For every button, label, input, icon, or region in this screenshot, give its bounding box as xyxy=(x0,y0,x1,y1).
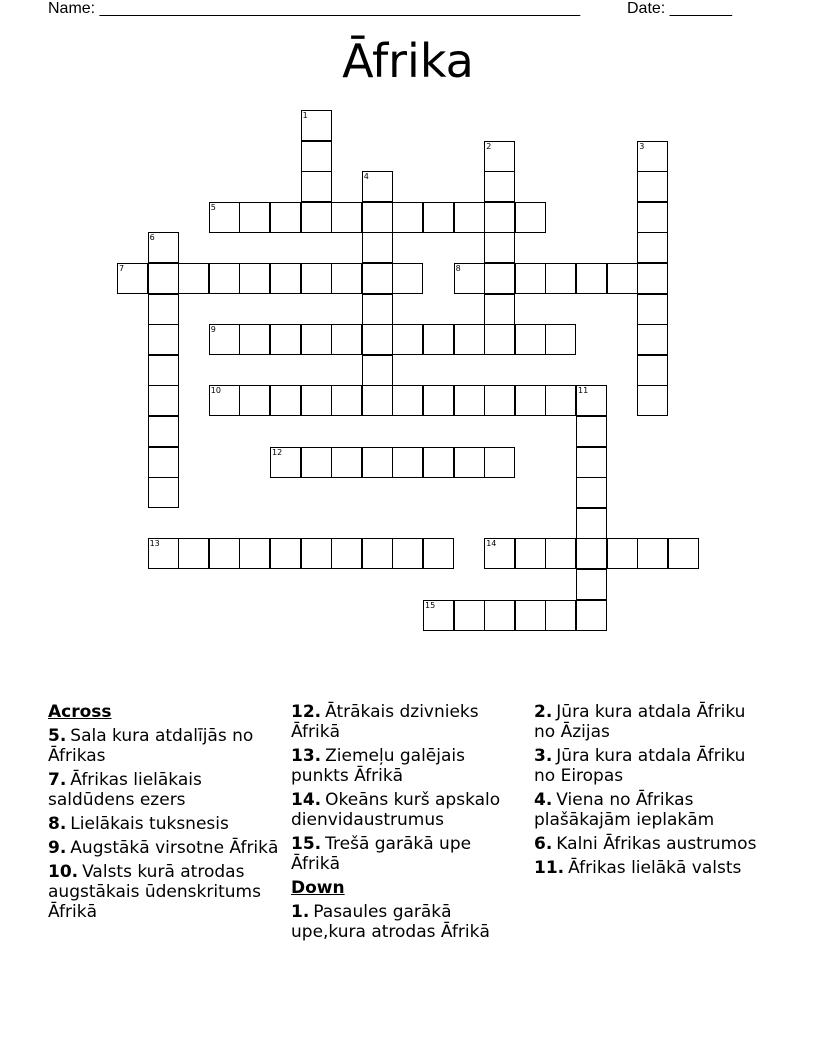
grid-cell[interactable] xyxy=(515,538,546,569)
grid-cell[interactable] xyxy=(209,324,240,355)
grid-cell[interactable] xyxy=(637,324,668,355)
grid-cell[interactable] xyxy=(668,538,699,569)
grid-cell[interactable] xyxy=(239,202,270,233)
grid-cell[interactable] xyxy=(515,202,546,233)
grid-cell[interactable] xyxy=(117,263,148,294)
clue-text: Ziemeļu galējais punkts Āfrikā xyxy=(291,746,465,786)
across-clue-list xyxy=(291,702,523,874)
grid-cell[interactable] xyxy=(484,141,515,172)
grid-cell[interactable] xyxy=(362,447,393,478)
grid-cell[interactable] xyxy=(515,385,546,416)
cell-number: 5 xyxy=(210,202,216,212)
grid-cell[interactable] xyxy=(454,324,485,355)
clue-item xyxy=(291,902,523,942)
grid-cell[interactable] xyxy=(576,416,607,447)
clue-number: 7. xyxy=(48,770,67,790)
grid-cell[interactable] xyxy=(637,355,668,386)
grid-cell[interactable] xyxy=(545,324,576,355)
grid-cell[interactable] xyxy=(454,447,485,478)
cell-number: 4 xyxy=(363,172,369,182)
grid-cell[interactable] xyxy=(148,263,179,294)
grid-cell[interactable] xyxy=(148,477,179,508)
clue-item xyxy=(291,834,523,874)
clue-item xyxy=(534,834,766,854)
grid-cell[interactable] xyxy=(484,171,515,202)
clue-text: Sala kura atdalījās no Āfrikas xyxy=(48,726,254,766)
grid-cell[interactable] xyxy=(301,263,332,294)
grid-cell[interactable] xyxy=(637,171,668,202)
grid-cell[interactable] xyxy=(148,355,179,386)
cell-number: 10 xyxy=(210,386,221,396)
clue-text: Lielākais tuksnesis xyxy=(70,814,229,834)
grid-cell[interactable] xyxy=(607,538,638,569)
clue-text: Jūra kura atdala Āfriku no Eiropas xyxy=(534,746,746,786)
grid-cell[interactable] xyxy=(637,202,668,233)
clue-text: Ātrākais dzivnieks Āfrikā xyxy=(291,702,479,742)
grid-cell[interactable] xyxy=(209,385,240,416)
grid-cell[interactable] xyxy=(148,538,179,569)
grid-cell[interactable] xyxy=(545,385,576,416)
clue-item xyxy=(534,746,766,786)
clue-text: Āfrikas lielākā valsts xyxy=(568,858,742,878)
cell-number: 11 xyxy=(578,386,589,396)
clue-item xyxy=(291,746,523,786)
grid-cell[interactable] xyxy=(239,324,270,355)
grid-cell[interactable] xyxy=(637,385,668,416)
grid-cell[interactable] xyxy=(270,202,301,233)
clue-item xyxy=(534,790,766,830)
grid-cell[interactable] xyxy=(392,324,423,355)
grid-cell[interactable] xyxy=(454,600,485,631)
clue-number: 6. xyxy=(534,834,553,854)
grid-cell[interactable] xyxy=(637,232,668,263)
clue-item xyxy=(534,702,766,742)
grid-cell[interactable] xyxy=(301,171,332,202)
grid-cell[interactable] xyxy=(148,324,179,355)
down-heading: Down xyxy=(291,878,345,898)
grid-cell[interactable] xyxy=(392,447,423,478)
grid-cell[interactable] xyxy=(362,294,393,325)
cell-number: 12 xyxy=(272,447,283,457)
across-clue-list xyxy=(48,726,280,922)
clue-text: Pasaules garākā upe,kura atrodas Āfrikā xyxy=(291,902,490,942)
clue-number: 13. xyxy=(291,746,322,766)
grid-cell[interactable] xyxy=(454,385,485,416)
clue-number: 10. xyxy=(48,862,79,882)
grid-cell[interactable] xyxy=(301,324,332,355)
grid-cell[interactable] xyxy=(178,538,209,569)
grid-cell[interactable] xyxy=(331,385,362,416)
grid-cell[interactable] xyxy=(392,202,423,233)
clue-text: Āfrikas lielākais saldūdens ezers xyxy=(48,770,202,810)
grid-cell[interactable] xyxy=(148,447,179,478)
grid-cell[interactable] xyxy=(484,202,515,233)
clue-number: 9. xyxy=(48,838,67,858)
grid-cell[interactable] xyxy=(454,202,485,233)
grid-cell[interactable] xyxy=(362,263,393,294)
grid-cell[interactable] xyxy=(484,324,515,355)
grid-cell[interactable] xyxy=(484,294,515,325)
grid-cell[interactable] xyxy=(576,385,607,416)
grid-cell[interactable] xyxy=(301,141,332,172)
grid-cell[interactable] xyxy=(484,538,515,569)
grid-cell[interactable] xyxy=(270,324,301,355)
grid-cell[interactable] xyxy=(637,294,668,325)
clue-number: 5. xyxy=(48,726,67,746)
page-title: Āfrika xyxy=(342,34,474,88)
grid-cell[interactable] xyxy=(301,110,332,141)
clue-item xyxy=(48,862,280,922)
grid-cell[interactable] xyxy=(178,263,209,294)
grid-cell[interactable] xyxy=(423,202,454,233)
clues-column-1 xyxy=(48,702,280,926)
grid-cell[interactable] xyxy=(423,447,454,478)
grid-cell[interactable] xyxy=(148,416,179,447)
grid-cell[interactable] xyxy=(148,385,179,416)
clue-number: 14. xyxy=(291,790,322,810)
cell-number: 14 xyxy=(486,539,497,549)
grid-cell[interactable] xyxy=(209,263,240,294)
grid-cell[interactable] xyxy=(515,324,546,355)
grid-cell[interactable] xyxy=(270,447,301,478)
grid-cell[interactable] xyxy=(637,538,668,569)
grid-cell[interactable] xyxy=(331,538,362,569)
grid-cell[interactable] xyxy=(423,538,454,569)
clue-item xyxy=(48,838,280,858)
grid-cell[interactable] xyxy=(515,263,546,294)
grid-cell[interactable] xyxy=(331,263,362,294)
grid-cell[interactable] xyxy=(209,538,240,569)
grid-cell[interactable] xyxy=(484,447,515,478)
grid-cell[interactable] xyxy=(331,202,362,233)
date-field-label: Date: _______ xyxy=(627,0,732,17)
grid-cell[interactable] xyxy=(484,263,515,294)
clue-item xyxy=(48,770,280,810)
name-field-label: Name: ______________________________________________________ xyxy=(48,0,581,17)
cell-number: 6 xyxy=(149,233,155,243)
grid-cell[interactable] xyxy=(392,263,423,294)
cell-number: 9 xyxy=(210,325,216,335)
grid-cell[interactable] xyxy=(423,385,454,416)
down-clue-list xyxy=(534,702,766,878)
clue-text: Okeāns kurš apskalo dienvidaustrumus xyxy=(291,790,501,830)
grid-cell[interactable] xyxy=(637,263,668,294)
grid-cell[interactable] xyxy=(209,202,240,233)
grid-cell[interactable] xyxy=(301,202,332,233)
clue-number: 4. xyxy=(534,790,553,810)
clue-item xyxy=(534,858,766,878)
grid-cell[interactable] xyxy=(484,385,515,416)
grid-cell[interactable] xyxy=(301,385,332,416)
clue-item xyxy=(291,702,523,742)
grid-cell[interactable] xyxy=(545,600,576,631)
down-clue-list xyxy=(291,902,523,942)
clue-number: 12. xyxy=(291,702,322,722)
grid-cell[interactable] xyxy=(301,447,332,478)
grid-cell[interactable] xyxy=(239,385,270,416)
grid-cell[interactable] xyxy=(576,447,607,478)
grid-cell[interactable] xyxy=(331,447,362,478)
grid-cell[interactable] xyxy=(331,324,362,355)
clues-column-3 xyxy=(534,702,766,882)
clue-number: 8. xyxy=(48,814,67,834)
grid-cell[interactable] xyxy=(576,477,607,508)
grid-cell[interactable] xyxy=(484,232,515,263)
grid-cell[interactable] xyxy=(515,600,546,631)
clues-column-2 xyxy=(291,702,523,946)
grid-cell[interactable] xyxy=(576,600,607,631)
grid-cell[interactable] xyxy=(576,508,607,539)
clue-text: Kalni Āfrikas austrumos xyxy=(556,834,757,854)
grid-cell[interactable] xyxy=(362,171,393,202)
grid-cell[interactable] xyxy=(576,569,607,600)
cell-number: 3 xyxy=(639,141,645,151)
grid-cell[interactable] xyxy=(423,600,454,631)
grid-cell[interactable] xyxy=(301,538,332,569)
grid-cell[interactable] xyxy=(576,263,607,294)
grid-cell[interactable] xyxy=(362,385,393,416)
clue-text: Valsts kurā atrodas augstākais ūdenskritums Āfrikā xyxy=(48,862,261,922)
clue-number: 11. xyxy=(534,858,565,878)
clue-text: Augstākā virsotne Āfrikā xyxy=(70,838,279,858)
cell-number: 2 xyxy=(486,141,492,151)
grid-cell[interactable] xyxy=(148,294,179,325)
grid-cell[interactable] xyxy=(270,538,301,569)
grid-cell[interactable] xyxy=(607,263,638,294)
grid-cell[interactable] xyxy=(637,141,668,172)
clue-item xyxy=(48,814,280,834)
grid-cell[interactable] xyxy=(362,232,393,263)
grid-cell[interactable] xyxy=(270,385,301,416)
grid-cell[interactable] xyxy=(545,263,576,294)
grid-cell[interactable] xyxy=(423,324,454,355)
across-heading: Across xyxy=(48,702,112,722)
clue-text: Viena no Āfrikas plašākajām ieplakām xyxy=(534,790,715,830)
clue-item xyxy=(48,726,280,766)
grid-cell[interactable] xyxy=(545,538,576,569)
grid-cell[interactable] xyxy=(484,600,515,631)
grid-cell[interactable] xyxy=(454,263,485,294)
grid-cell[interactable] xyxy=(362,538,393,569)
grid-cell[interactable] xyxy=(270,263,301,294)
grid-cell[interactable] xyxy=(576,538,607,569)
grid-cell[interactable] xyxy=(392,538,423,569)
grid-cell[interactable] xyxy=(362,202,393,233)
grid-cell[interactable] xyxy=(362,324,393,355)
cell-number: 1 xyxy=(302,111,308,120)
cell-number: 13 xyxy=(149,539,160,549)
cell-number: 7 xyxy=(119,264,125,273)
grid-cell[interactable] xyxy=(392,385,423,416)
grid-cell[interactable] xyxy=(362,355,393,386)
clue-item xyxy=(291,790,523,830)
clue-number: 3. xyxy=(534,746,553,766)
cell-number: 8 xyxy=(455,264,461,273)
clue-number: 2. xyxy=(534,702,553,722)
grid-cell[interactable] xyxy=(148,232,179,263)
cell-number: 15 xyxy=(425,600,436,610)
grid-cell[interactable] xyxy=(239,263,270,294)
clue-number: 15. xyxy=(291,834,322,854)
clue-number: 1. xyxy=(291,902,310,922)
clue-text: Jūra kura atdala Āfriku no Āzijas xyxy=(534,702,746,742)
grid-cell[interactable] xyxy=(239,538,270,569)
clue-text: Trešā garākā upe Āfrikā xyxy=(291,834,472,874)
